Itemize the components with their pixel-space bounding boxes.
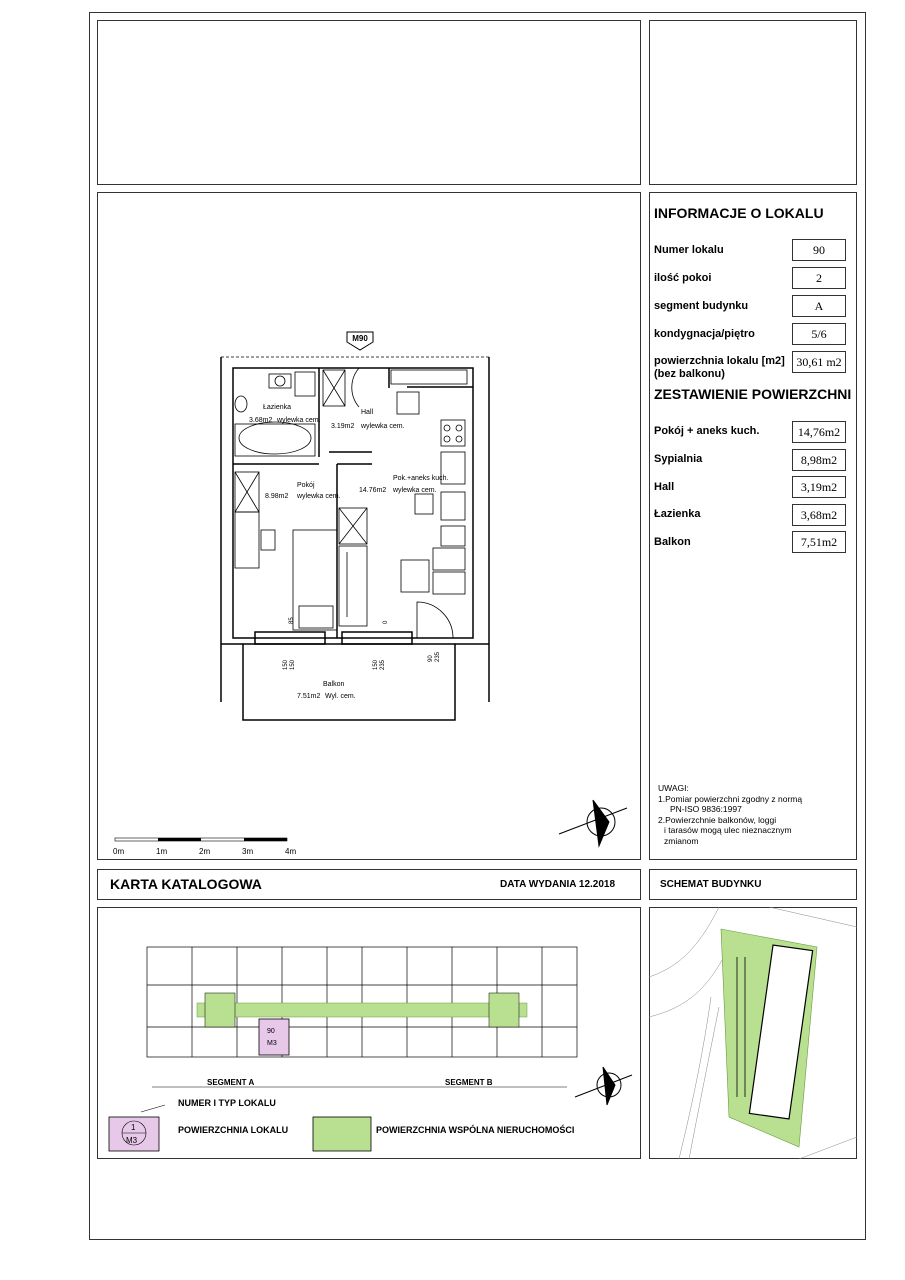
- room-bathroom-finish: wylewka cem.: [277, 417, 321, 424]
- dim-6: 235: [380, 659, 386, 670]
- scale-3: 3m: [242, 847, 254, 856]
- notes-line-4: i tarasów mogą ulec nieznacznym: [664, 825, 792, 835]
- areas-value-hall: 3,19m2: [792, 476, 846, 498]
- notes-line-1: 1.Pomiar powierzchni zgodny z normą: [658, 793, 803, 804]
- room-bathroom-name: Łazienka: [263, 404, 292, 411]
- dim-3: 150: [283, 659, 289, 670]
- legend-symbol-top: 1: [131, 1123, 136, 1132]
- unit-tag: [347, 332, 373, 350]
- room-bedroom-area: 8.98m2: [265, 493, 289, 500]
- areas-title: ZESTAWIENIE POWIERZCHNI: [654, 386, 852, 402]
- dim-1: 85: [289, 617, 295, 624]
- scale-1: 1m: [156, 847, 168, 856]
- info-label-area-note: (bez balkonu): [654, 368, 725, 380]
- room-bedroom-finish: wylewka cem.: [297, 493, 341, 500]
- room-balcony-name: Balkon: [323, 681, 345, 688]
- dim-8: 235: [435, 651, 441, 662]
- dim-7: 90: [428, 655, 434, 662]
- scale-bar: [113, 838, 296, 856]
- legend-area-label: POWIERZCHNIA LOKALU: [178, 1125, 289, 1135]
- info-value-floor: 5/6: [792, 323, 846, 345]
- schema-title: SCHEMAT BUDYNKU: [660, 879, 762, 890]
- notes-line-5: zmianom: [664, 835, 699, 846]
- areas-value-bathroom: 3,68m2: [792, 504, 846, 526]
- key-unit-type: M3: [267, 1040, 277, 1047]
- info-value-area: 30,61 m2: [792, 351, 846, 373]
- dim-5: 150: [373, 659, 379, 670]
- info-label-number: Numer lokalu: [654, 244, 724, 256]
- info-label-segment: segment budynku: [654, 300, 749, 312]
- room-balcony-finish: Wyl. cem.: [325, 693, 356, 700]
- notes-title: UWAGI:: [658, 783, 689, 793]
- room-bathroom-area: 3.68m2: [249, 417, 273, 424]
- floor-plan-drawing: [97, 192, 641, 860]
- room-hall-finish: wylewka cem.: [361, 423, 405, 430]
- notes-line-2: PN-ISO 9836:1997: [670, 804, 742, 814]
- header-left-box: [97, 20, 641, 185]
- dim-2: 0: [383, 620, 389, 624]
- notes-line-3: 2.Powierzchnie balkonów, loggi: [658, 814, 777, 825]
- room-living-finish: wylewka cem.: [393, 487, 437, 494]
- info-value-segment: A: [792, 295, 846, 317]
- dim-4: 150: [290, 659, 296, 670]
- areas-label-balcony: Balkon: [654, 536, 691, 548]
- unit-highlight: [259, 1019, 289, 1055]
- info-box: [649, 192, 857, 860]
- info-value-rooms: 2: [792, 267, 846, 289]
- scale-2: 2m: [199, 847, 211, 856]
- room-labels: [249, 404, 449, 700]
- legend-common-label: POWIERZCHNIA WSPÓLNA NIERUCHOMOŚCI: [376, 1125, 575, 1135]
- notes: [658, 783, 802, 846]
- key-unit-label: 90: [267, 1028, 275, 1035]
- room-living-name: Pok.+aneks kuch.: [393, 475, 449, 482]
- room-bedroom-name: Pokój: [297, 482, 315, 489]
- areas-label-hall: Hall: [654, 481, 675, 493]
- areas-label-bedroom: Sypialnia: [654, 453, 703, 465]
- common-corridor: [197, 1003, 527, 1017]
- areas-value-living: 14,76m2: [792, 421, 846, 443]
- room-hall-area: 3.19m2: [331, 423, 355, 430]
- areas-value-bedroom: 8,98m2: [792, 449, 846, 471]
- segment-a-label: SEGMENT A: [207, 1078, 255, 1087]
- room-balcony-area: 7.51m2: [297, 693, 321, 700]
- catalog-title: KARTA KATALOGOWA: [110, 876, 262, 892]
- legend-number-label: NUMER I TYP LOKALU: [178, 1098, 276, 1108]
- header-right-box: [649, 20, 857, 185]
- key-north-arrow-icon: [575, 1067, 632, 1105]
- info-title: INFORMACJE O LOKALU: [654, 205, 824, 221]
- areas-label-bathroom: Łazienka: [654, 508, 701, 520]
- info-label-floor: kondygnacja/piętro: [654, 328, 755, 340]
- legend-symbol-bottom: M3: [126, 1136, 138, 1145]
- room-hall-name: Hall: [361, 409, 374, 416]
- site-plan-drawing: [649, 907, 857, 1159]
- areas-label-living: Pokój + aneks kuch.: [654, 425, 760, 437]
- segment-b-label: SEGMENT B: [445, 1078, 493, 1087]
- info-label-rooms: ilość pokoi: [654, 272, 712, 284]
- key-plan-drawing: [97, 907, 641, 1159]
- info-value-number: 90: [792, 239, 846, 261]
- areas-value-balcony: 7,51m2: [792, 531, 846, 553]
- room-living-area: 14.76m2: [359, 487, 387, 494]
- issue-date: DATA WYDANIA 12.2018: [500, 879, 616, 890]
- scale-4: 4m: [285, 847, 297, 856]
- legend-common-swatch: [313, 1117, 371, 1151]
- north-arrow-icon: [559, 800, 627, 846]
- info-label-area: powierzchnia lokalu [m2]: [654, 355, 785, 367]
- scale-0: 0m: [113, 847, 125, 856]
- unit-tag-text: M90: [352, 334, 368, 343]
